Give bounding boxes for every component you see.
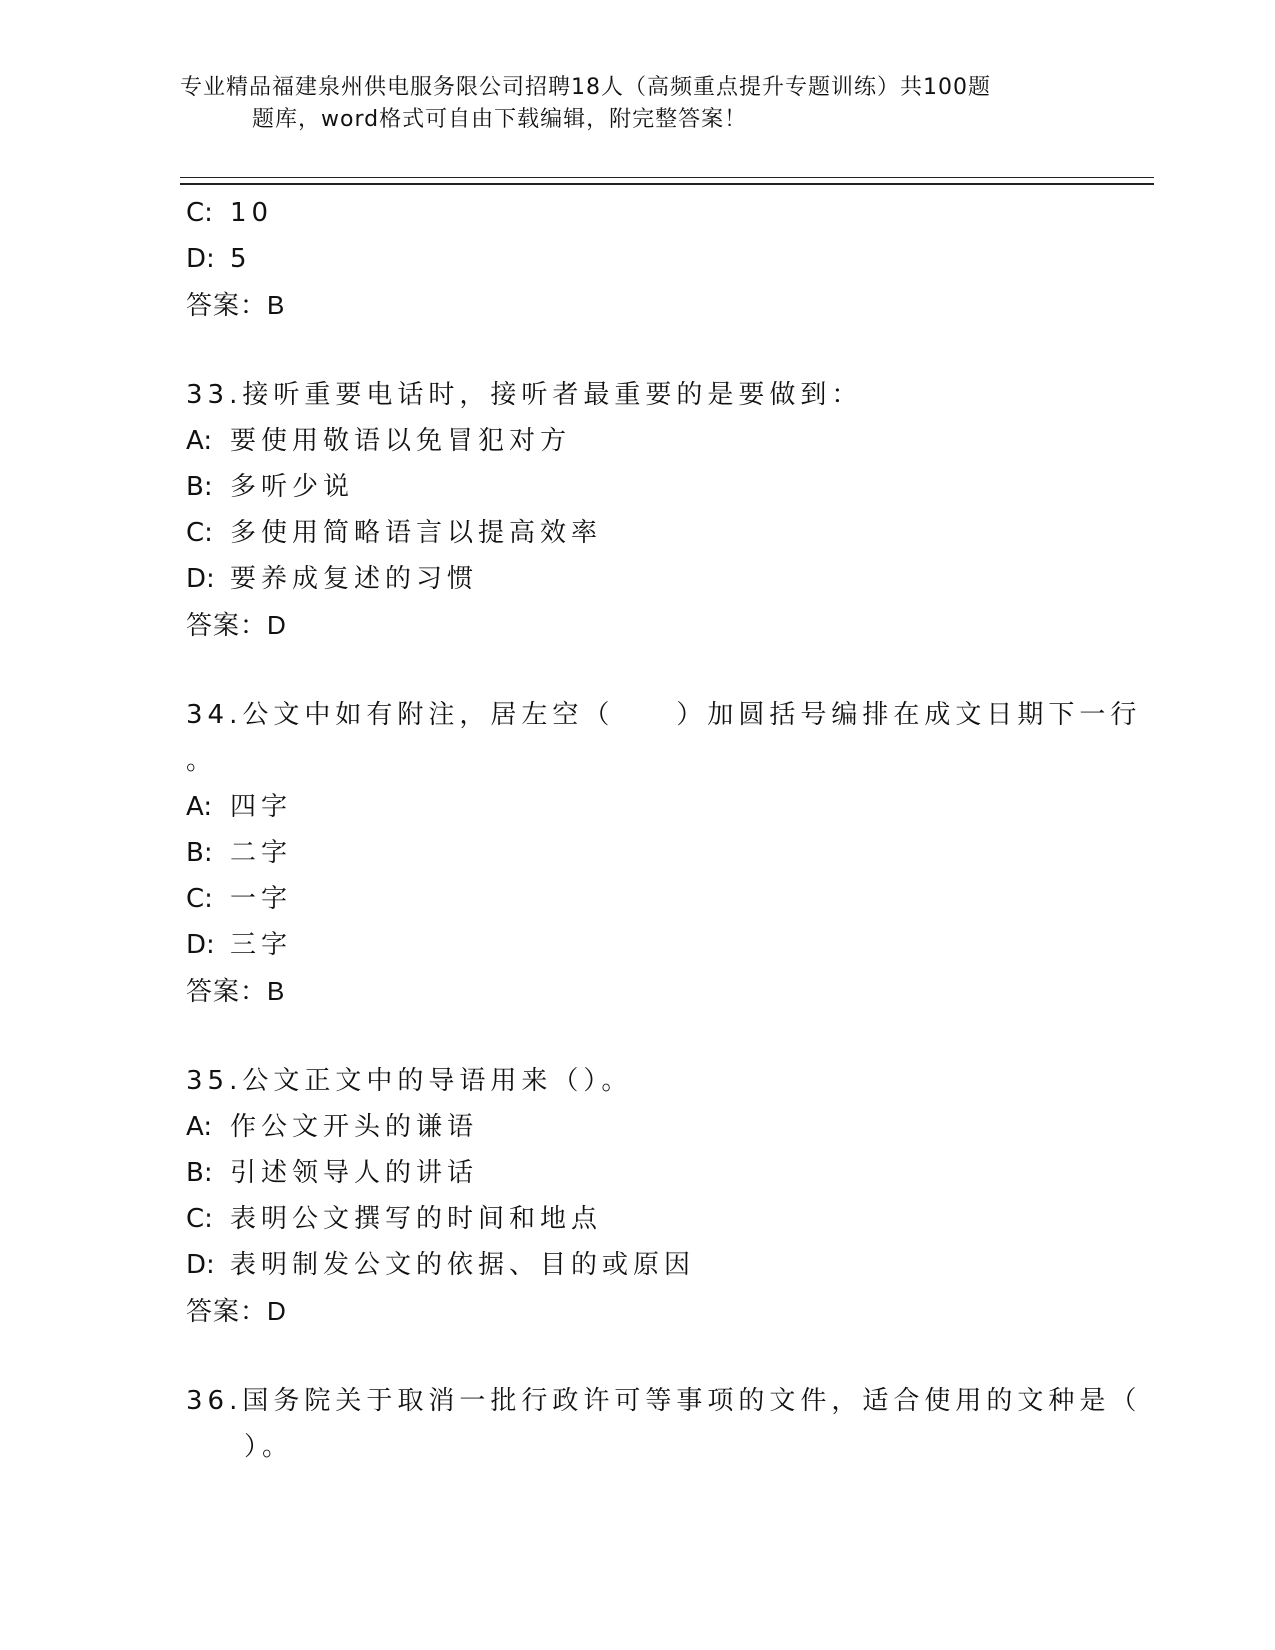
option-b xyxy=(186,1150,1086,1196)
question-36 xyxy=(186,1378,1142,1470)
option-text: 引述领导人的讲话 xyxy=(230,1158,479,1188)
option-d xyxy=(186,556,1086,602)
question-stem-continuation: ）。 xyxy=(244,1432,294,1462)
option-c xyxy=(186,190,1086,236)
option-label: A: xyxy=(186,792,213,822)
option-text: 表明制发公文的依据、目的或原因 xyxy=(230,1250,696,1280)
answer-line: 答案：D xyxy=(186,1296,287,1326)
option-text: 三字 xyxy=(230,930,293,960)
spacer xyxy=(186,1014,1086,1058)
option-c xyxy=(186,510,1086,556)
question-34 xyxy=(186,692,1142,1014)
question-35 xyxy=(186,1058,1086,1334)
header-divider-thick xyxy=(180,183,1154,185)
option-d xyxy=(186,922,1086,968)
question-33 xyxy=(186,372,1086,648)
header-divider-thin xyxy=(180,177,1154,178)
option-d xyxy=(186,1242,1086,1288)
option-label: A: xyxy=(186,1112,213,1142)
answer-line: 答案：B xyxy=(186,290,286,320)
option-label: C: xyxy=(186,1204,213,1234)
question-stem: 35.公文正文中的导语用来（）。 xyxy=(186,1066,633,1096)
option-text: 表明公文撰写的时间和地点 xyxy=(230,1204,603,1234)
option-b xyxy=(186,464,1086,510)
option-label: D: xyxy=(186,1250,215,1280)
option-text: 二字 xyxy=(230,838,293,868)
option-text: 四字 xyxy=(230,792,293,822)
option-a xyxy=(186,784,1086,830)
page-header xyxy=(180,72,1080,136)
spacer xyxy=(186,648,1086,692)
option-label: A: xyxy=(186,426,213,456)
question-32-tail xyxy=(186,190,1086,328)
option-text: 多使用简略语言以提高效率 xyxy=(230,518,603,548)
option-text: 作公文开头的谦语 xyxy=(230,1112,479,1142)
option-label: D: xyxy=(186,564,215,594)
spacer xyxy=(186,328,1086,372)
option-label: B: xyxy=(186,838,213,868)
option-a xyxy=(186,1104,1086,1150)
option-b xyxy=(186,830,1086,876)
option-c xyxy=(186,1196,1086,1242)
header-title-line-1: 专业精品福建泉州供电服务限公司招聘18人（高频重点提升专题训练）共100题 xyxy=(180,75,991,100)
answer-line: 答案：B xyxy=(186,976,286,1006)
option-text: 5 xyxy=(230,244,252,274)
question-stem: 33.接听重要电话时，接听者最重要的是要做到： xyxy=(186,380,863,410)
question-stem-continuation: 。 xyxy=(186,746,218,776)
option-text: 要使用敬语以免冒犯对方 xyxy=(230,426,572,456)
option-label: C: xyxy=(186,884,213,914)
option-text: 一字 xyxy=(230,884,293,914)
answer-line: 答案：D xyxy=(186,610,287,640)
question-list xyxy=(186,190,1142,1470)
option-c xyxy=(186,876,1086,922)
header-title-line-2: 题库，word格式可自由下载编辑，附完整答案！ xyxy=(252,107,748,132)
question-stem: 36.国务院关于取消一批行政许可等事项的文件，适合使用的文种是（ xyxy=(186,1386,1142,1416)
option-text: 10 xyxy=(230,198,274,228)
question-stem: 34.公文中如有附注，居左空（ ）加圆括号编排在成文日期下一行 xyxy=(186,700,1142,730)
option-text: 多听少说 xyxy=(230,472,355,502)
option-label: D: xyxy=(186,244,215,274)
option-label: B: xyxy=(186,1158,213,1188)
option-label: B: xyxy=(186,472,213,502)
option-label: C: xyxy=(186,198,213,228)
option-label: C: xyxy=(186,518,213,548)
option-a xyxy=(186,418,1086,464)
option-d xyxy=(186,236,1086,282)
option-label: D: xyxy=(186,930,215,960)
option-text: 要养成复述的习惯 xyxy=(230,564,479,594)
spacer xyxy=(186,1334,1086,1378)
